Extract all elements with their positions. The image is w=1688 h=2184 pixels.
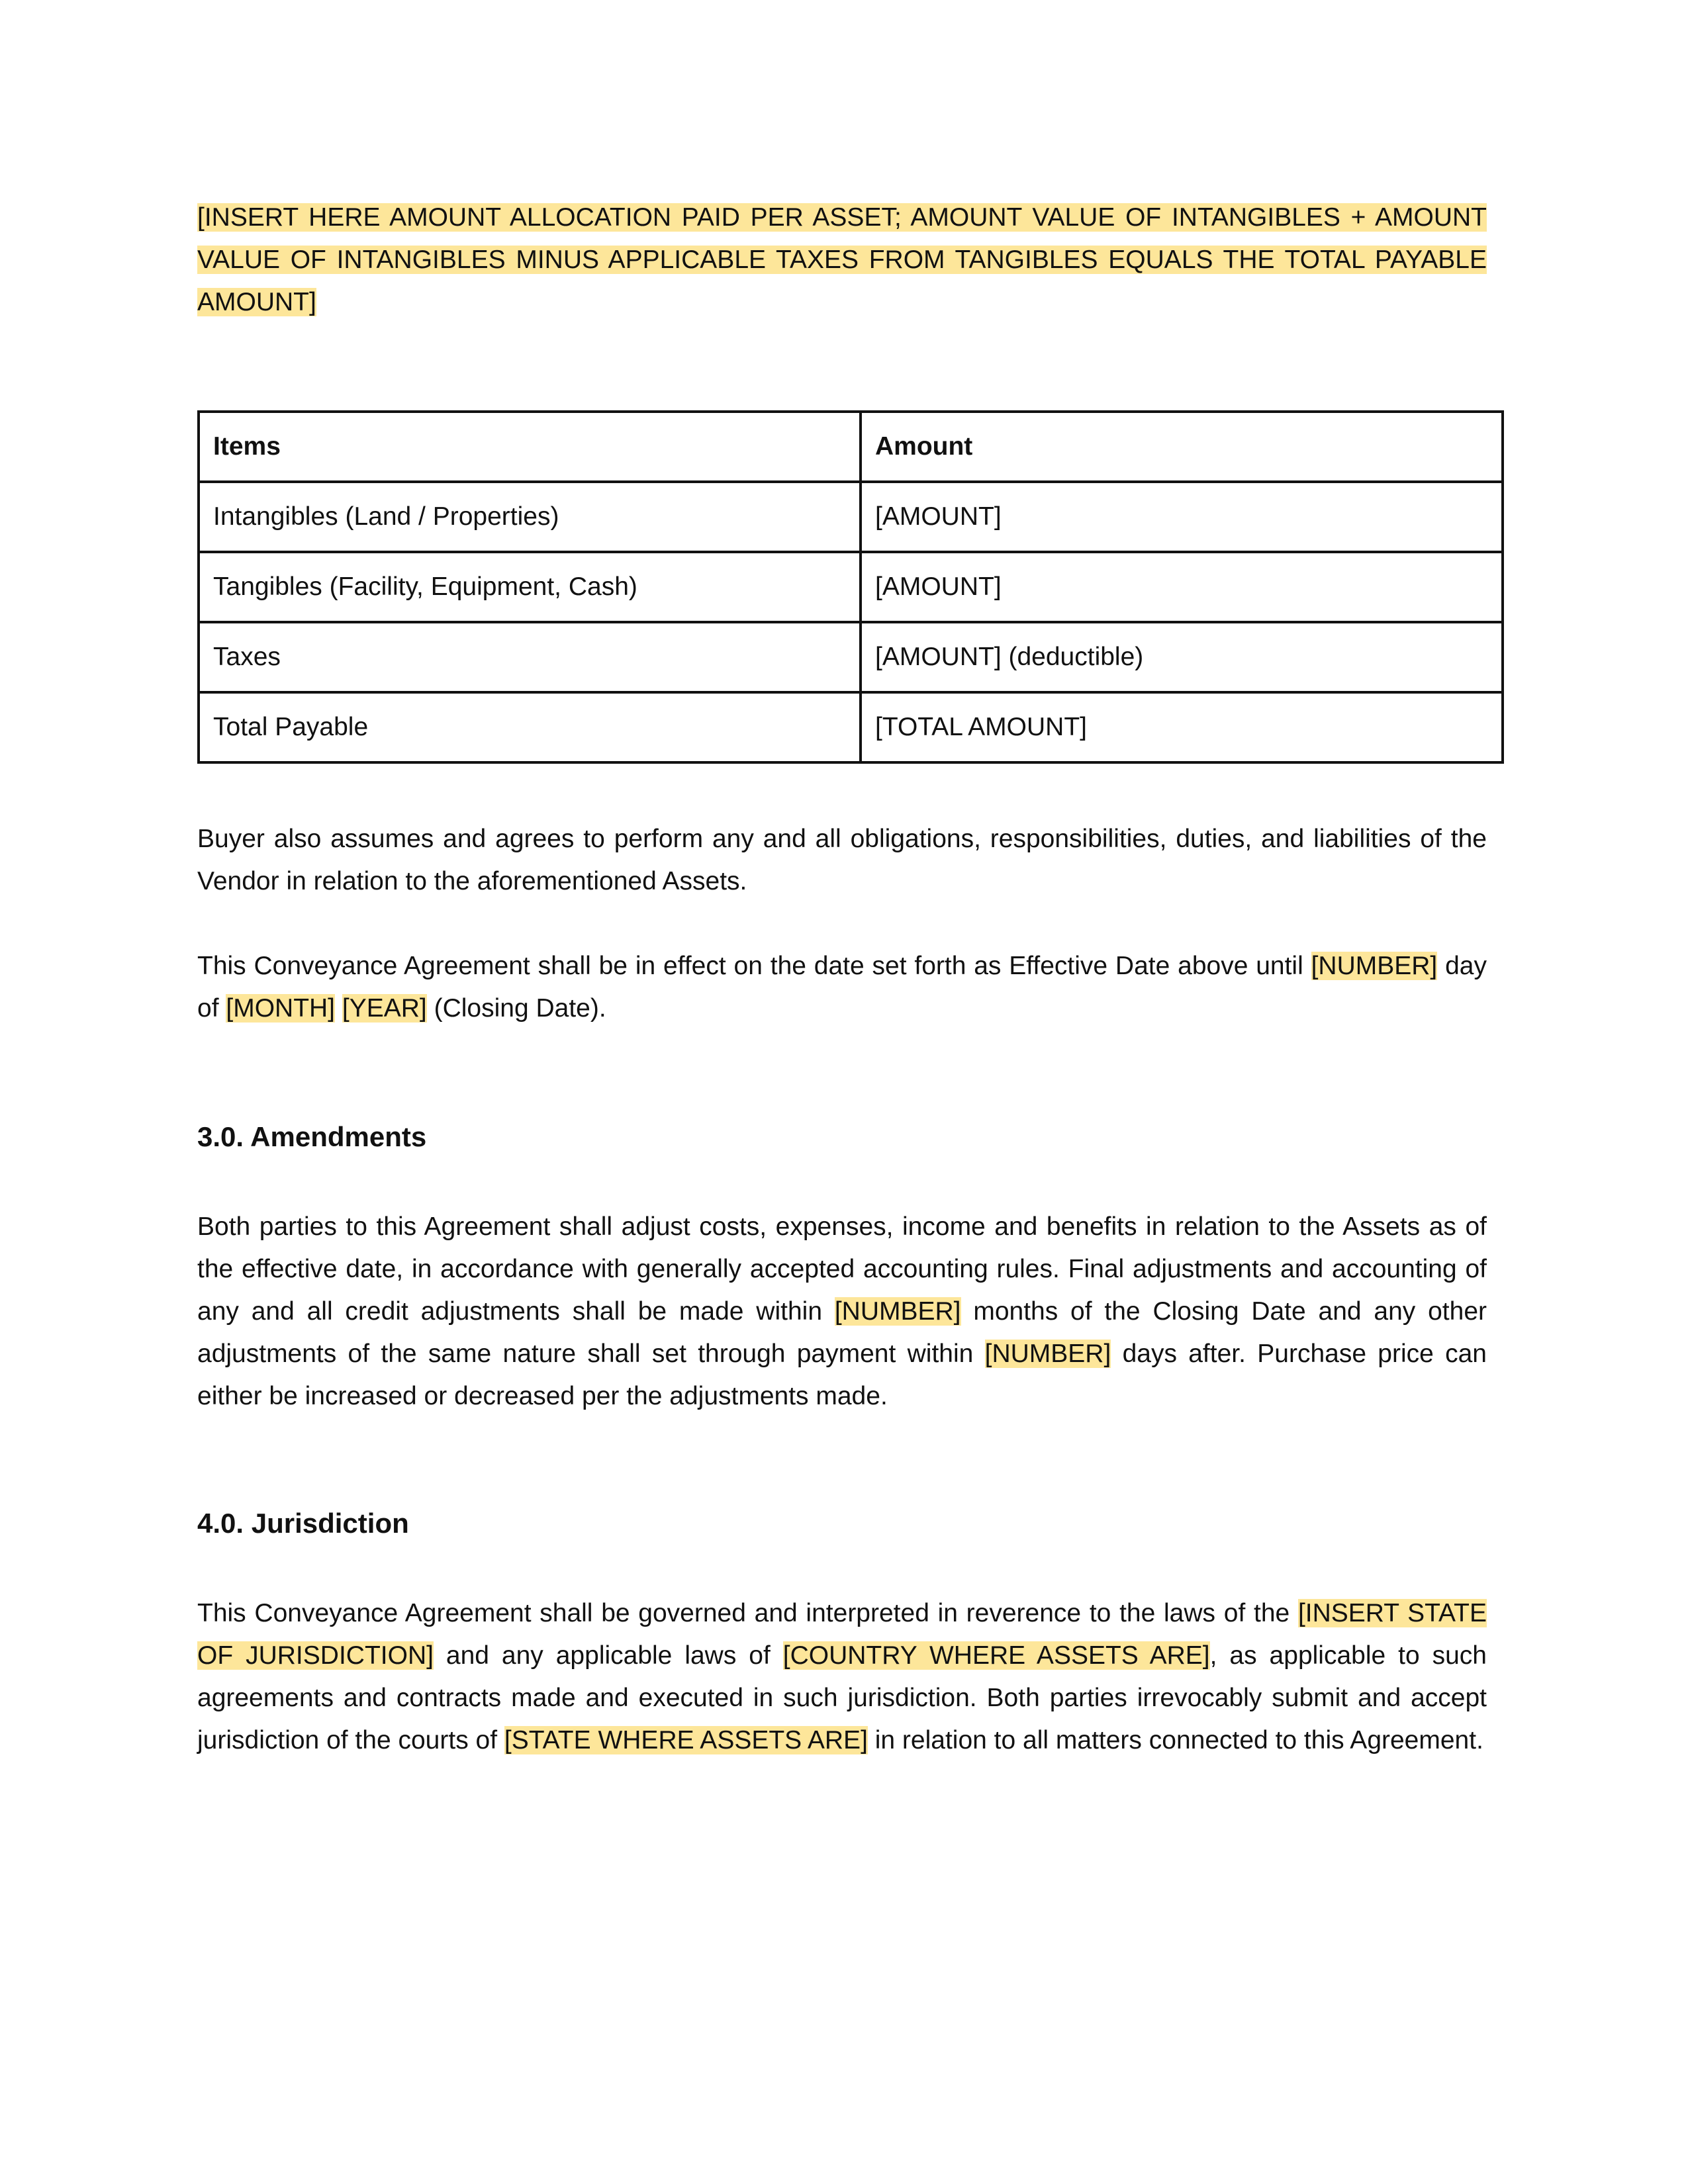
- number-placeholder: [NUMBER]: [984, 1340, 1111, 1368]
- juris-text: in relation to all matters connected to this Agreement.: [867, 1726, 1483, 1754]
- table-header-row: [199, 412, 1503, 482]
- allocation-placeholder: [INSERT HERE AMOUNT ALLOCATION PAID PER ASSET; AMOUNT VALUE OF INTANGIBLES + AMOUNT VALUE OF INTANGIBLES MINUS APPLICABLE TAXES FROM TANGIBLES EQUALS THE TOTAL PAYABLE AMOUNT]: [197, 203, 1487, 316]
- row-item: Taxes: [199, 622, 861, 692]
- allocation-placeholder-paragraph: [197, 197, 1487, 324]
- amend-text: months of the Closing Date and any other adjustments of the same nature shall set through payment within: [197, 1297, 1487, 1368]
- number-placeholder: [NUMBER]: [1311, 952, 1438, 980]
- row-amount: [AMOUNT] (deductible): [861, 622, 1503, 692]
- state-assets-placeholder: [STATE WHERE ASSETS ARE]: [504, 1726, 868, 1754]
- row-item: Intangibles (Land / Properties): [199, 482, 861, 552]
- header-amount: Amount: [861, 412, 1503, 482]
- jurisdiction-paragraph: [197, 1592, 1487, 1762]
- month-placeholder: [MONTH]: [226, 994, 336, 1023]
- row-item: Tangibles (Facility, Equipment, Cash): [199, 552, 861, 622]
- juris-text: and any applicable laws of: [433, 1641, 783, 1670]
- table-row: [199, 552, 1503, 622]
- section-heading-jurisdiction: 4.0. Jurisdiction: [197, 1508, 409, 1539]
- document-page: [197, 0, 1487, 2184]
- number-placeholder: [NUMBER]: [834, 1297, 961, 1326]
- effect-text: (Closing Date).: [426, 994, 606, 1023]
- allocation-table: [197, 410, 1504, 764]
- buyer-obligations-paragraph: Buyer also assumes and agrees to perform any and all obligations, responsibilities, duties, and liabilities of the Vendor in relation to the aforementioned Assets.: [197, 825, 1487, 895]
- table-row: [199, 622, 1503, 692]
- country-placeholder: [COUNTRY WHERE ASSETS ARE]: [782, 1641, 1210, 1670]
- amend-text: Both parties to this Agreement shall adjust costs, expenses, income and benefits in relation to the Assets as of the effective date, in accordance with generally accepted accounting rules. Final adjustments and accounting of any and all credit adjustments shall be made within: [197, 1212, 1487, 1326]
- row-amount: [AMOUNT]: [861, 482, 1503, 552]
- amendments-paragraph: [197, 1206, 1487, 1418]
- year-placeholder: [YEAR]: [342, 994, 427, 1023]
- row-amount: [TOTAL AMOUNT]: [861, 692, 1503, 762]
- effect-text: This Conveyance Agreement shall be in effect on the date set forth as Effective Date above until: [197, 952, 1311, 980]
- effective-period-paragraph: [197, 945, 1487, 1030]
- table-row: [199, 482, 1503, 552]
- juris-text: , as applicable to such agreements and contracts made and executed in such jurisdiction. Both parties irrevocably submit and accept jurisdiction of the courts of: [197, 1641, 1487, 1754]
- state-jurisdiction-placeholder: [INSERT STATE OF JURISDICTION]: [197, 1599, 1487, 1670]
- row-item: Total Payable: [199, 692, 861, 762]
- juris-text: This Conveyance Agreement shall be governed and interpreted in reverence to the laws of the: [197, 1599, 1298, 1627]
- header-items: Items: [199, 412, 861, 482]
- row-amount: [AMOUNT]: [861, 552, 1503, 622]
- effect-text: day of: [197, 952, 1487, 1023]
- section-heading-amendments: 3.0. Amendments: [197, 1121, 427, 1152]
- amend-text: days after. Purchase price can either be increased or decreased per the adjustments made.: [197, 1340, 1487, 1410]
- table-row: [199, 692, 1503, 762]
- effect-text: [335, 994, 342, 1023]
